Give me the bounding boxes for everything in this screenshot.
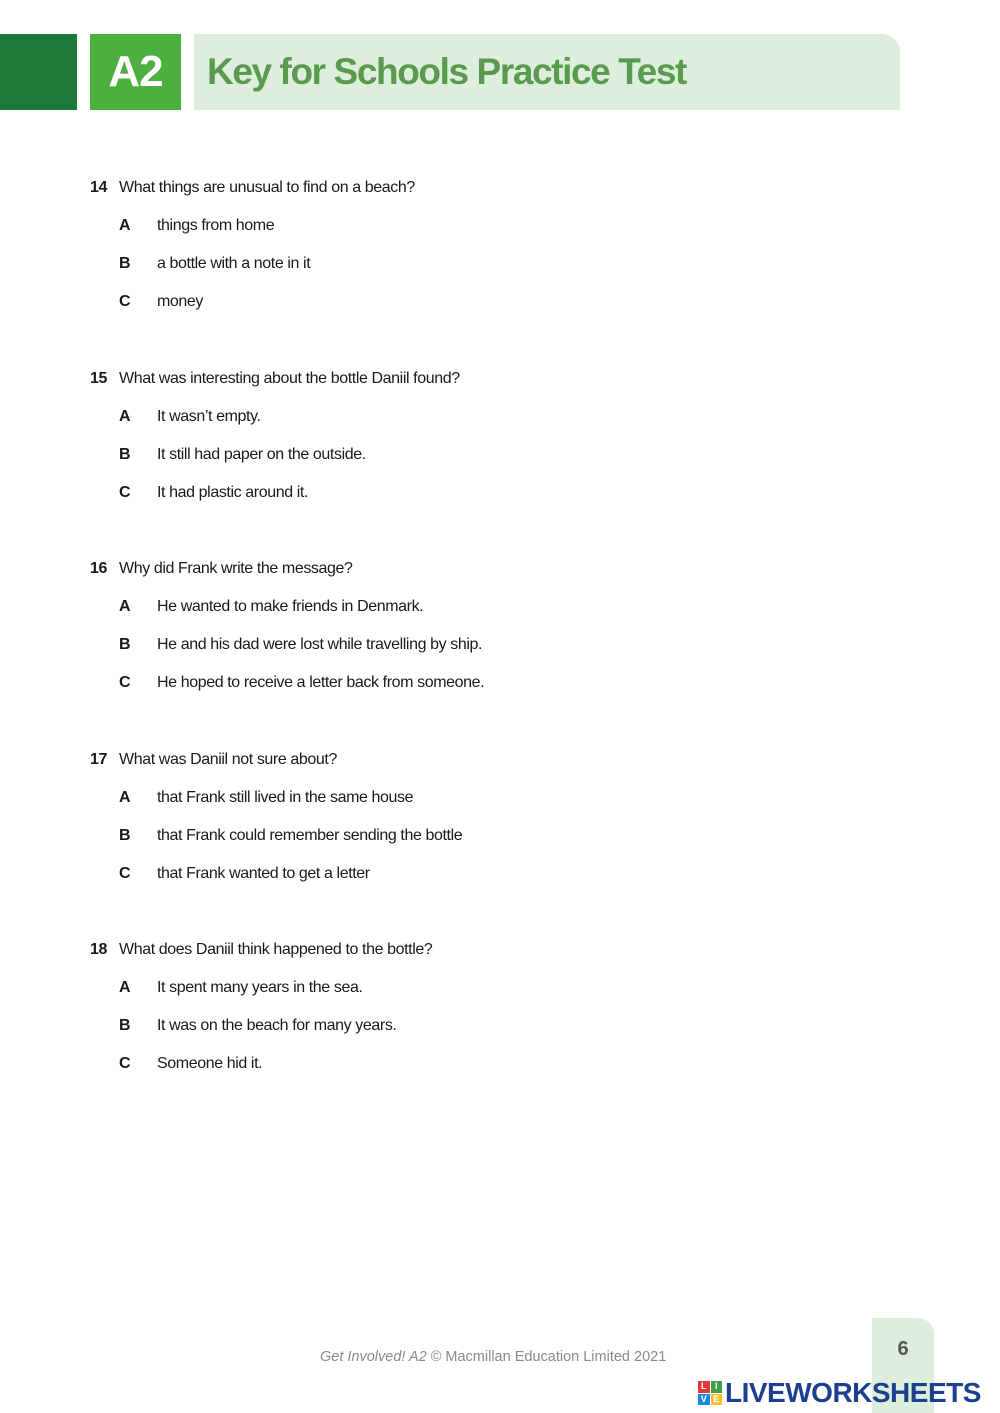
answer-option[interactable] bbox=[90, 786, 890, 810]
option-letter: B bbox=[119, 636, 131, 653]
liveworksheets-logo-icon bbox=[698, 1381, 722, 1405]
page-number: 6 bbox=[897, 1338, 909, 1360]
option-letter: A bbox=[119, 788, 131, 806]
logo-letter: V bbox=[698, 1394, 710, 1406]
option-text: It spent many years in the sea. bbox=[157, 979, 363, 996]
question-text: What things are unusual to find on a beach? bbox=[119, 179, 415, 196]
question-16 bbox=[90, 557, 890, 748]
option-letter: B bbox=[119, 255, 131, 272]
question-number: 17 bbox=[90, 750, 107, 768]
question-15 bbox=[90, 367, 890, 558]
option-text: He hoped to receive a letter back from someone. bbox=[157, 674, 485, 691]
option-letter: C bbox=[119, 293, 131, 310]
answer-option[interactable] bbox=[90, 862, 890, 886]
option-letter: A bbox=[119, 979, 131, 996]
answer-option[interactable] bbox=[90, 481, 890, 505]
liveworksheets-watermark bbox=[698, 1378, 981, 1408]
footer-book-title: Get Involved! A2 bbox=[320, 1349, 427, 1365]
answer-option[interactable] bbox=[90, 252, 890, 276]
option-letter: C bbox=[119, 864, 131, 882]
logo-letter: I bbox=[711, 1381, 723, 1393]
answer-option[interactable] bbox=[90, 405, 890, 429]
question-text: Why did Frank write the message? bbox=[119, 560, 353, 577]
option-text: that Frank still lived in the same house bbox=[157, 788, 414, 806]
answer-option[interactable] bbox=[90, 1052, 890, 1076]
option-letter: B bbox=[119, 826, 131, 844]
answer-option[interactable] bbox=[90, 290, 890, 314]
answer-option[interactable] bbox=[90, 1014, 890, 1038]
question-number: 15 bbox=[90, 369, 107, 387]
answer-option[interactable] bbox=[90, 214, 890, 238]
option-letter: C bbox=[119, 674, 131, 691]
option-text: Someone hid it. bbox=[157, 1055, 263, 1072]
option-text: money bbox=[157, 293, 204, 310]
answer-option[interactable] bbox=[90, 671, 890, 695]
question-number: 18 bbox=[90, 941, 107, 958]
logo-letter: E bbox=[711, 1394, 723, 1406]
option-text: It wasn’t empty. bbox=[157, 407, 261, 425]
answer-option[interactable] bbox=[90, 443, 890, 467]
option-text: He and his dad were lost while travelling by ship. bbox=[157, 636, 483, 653]
option-text: It was on the beach for many years. bbox=[157, 1017, 397, 1034]
question-17 bbox=[90, 748, 890, 939]
question-text: What does Daniil think happened to the bottle? bbox=[119, 941, 433, 958]
option-text: things from home bbox=[157, 217, 275, 234]
option-letter: B bbox=[119, 1017, 131, 1034]
option-text: a bottle with a note in it bbox=[157, 255, 311, 272]
footer-copyright bbox=[320, 1349, 666, 1365]
page-title: Key for Schools Practice Test bbox=[207, 51, 686, 92]
option-letter: B bbox=[119, 445, 131, 463]
answer-option[interactable] bbox=[90, 824, 890, 848]
answer-option[interactable] bbox=[90, 633, 890, 657]
option-text: that Frank could remember sending the bottle bbox=[157, 826, 463, 844]
question-number: 16 bbox=[90, 560, 107, 577]
question-number: 14 bbox=[90, 179, 107, 196]
option-text: It had plastic around it. bbox=[157, 483, 308, 501]
answer-option[interactable] bbox=[90, 595, 890, 619]
footer-copyright-text: © Macmillan Education Limited 2021 bbox=[430, 1349, 667, 1365]
option-letter: A bbox=[119, 598, 131, 615]
question-text: What was Daniil not sure about? bbox=[119, 750, 337, 768]
header-accent-block bbox=[0, 34, 77, 110]
header-title-bar bbox=[194, 34, 900, 110]
option-letter: C bbox=[119, 483, 131, 501]
option-text: that Frank wanted to get a letter bbox=[157, 864, 370, 882]
answer-option[interactable] bbox=[90, 976, 890, 1000]
level-badge: A2 bbox=[90, 34, 181, 110]
brand-name: LIVEWORKSHEETS bbox=[725, 1377, 981, 1408]
question-list bbox=[90, 176, 890, 1129]
option-letter: C bbox=[119, 1055, 131, 1072]
option-letter: A bbox=[119, 217, 131, 234]
question-18 bbox=[90, 938, 890, 1129]
option-letter: A bbox=[119, 407, 131, 425]
option-text: It still had paper on the outside. bbox=[157, 445, 366, 463]
question-text: What was interesting about the bottle Daniil found? bbox=[119, 369, 460, 387]
question-14 bbox=[90, 176, 890, 367]
logo-letter: L bbox=[698, 1381, 710, 1393]
option-text: He wanted to make friends in Denmark. bbox=[157, 598, 424, 615]
